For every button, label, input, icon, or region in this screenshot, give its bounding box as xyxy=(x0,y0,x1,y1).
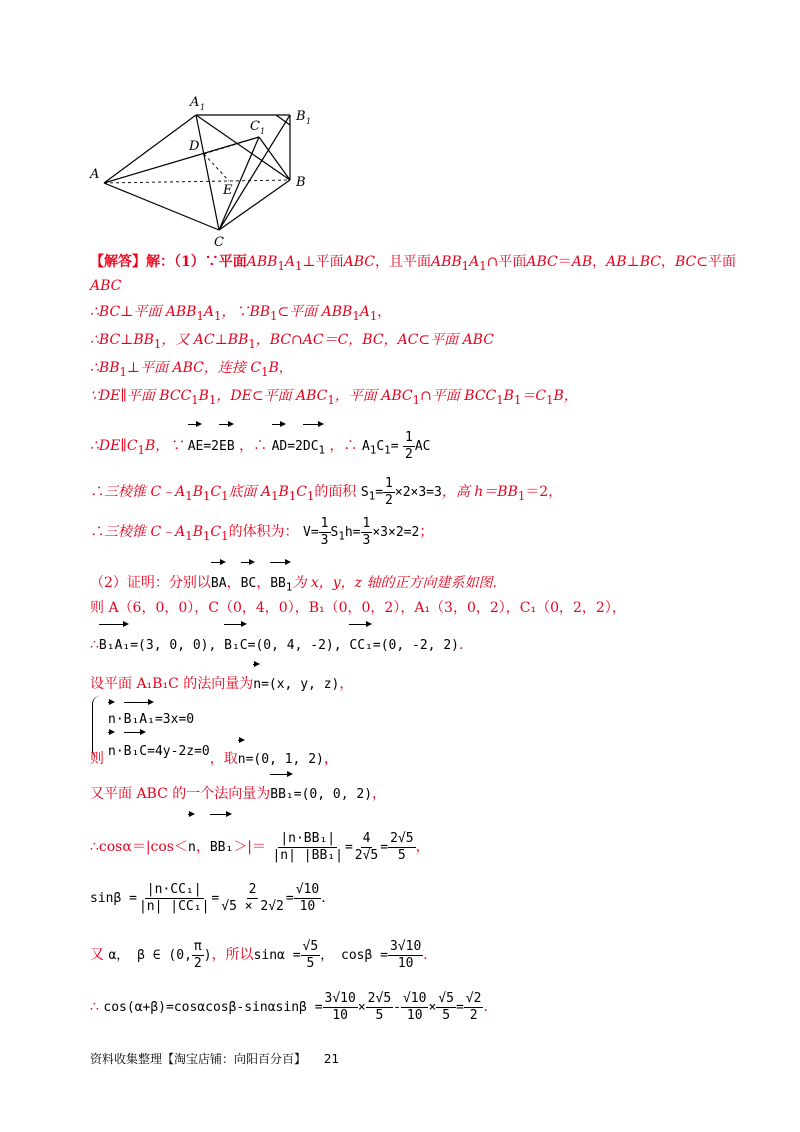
solution-line-9: ∴三棱锥 $C﹣A_1B_1C_1$的体积为： V= $\frac{1}{3}$ $S_1h=$ $\frac{1}{3}$ ×3×2=2； xyxy=(90,515,434,548)
fraction: $\frac{\text{|n·CC₁|}}{\text{|n| |CC₁|}}$ xyxy=(138,881,210,914)
footer-text: 资料收集整理【淘宝店铺：向阳百分百】 xyxy=(90,1052,307,1066)
label-D: D xyxy=(189,139,200,154)
fraction: $\frac{2√5}{5}$ xyxy=(367,990,392,1023)
fraction: $\frac{1}{2}$ xyxy=(404,429,413,462)
solution-line-13: 设平面 A₁B₁C 的法向量为n=(x, y, z)， xyxy=(90,662,353,700)
fraction: $\frac{1}{3}$ xyxy=(320,515,329,548)
label-C1: C xyxy=(250,119,260,134)
prism-figure xyxy=(84,90,324,250)
fraction: $\frac{1}{3}$ xyxy=(362,515,371,548)
system-line-2: 则 n·B₁C=4y-2z=0，取n=(0, 1, 2)， xyxy=(90,730,338,766)
fraction: $\frac{1}{2}$ xyxy=(385,475,393,508)
solution-line-1: 【解答】解：（1）∵平面$ABB_1A_1\perp$平面ABC，且平面$ABB_1A_1\cap$平面ABC＝AB，AB⊥BC，BC⊂平面 xyxy=(90,254,736,273)
fraction: $\frac{3√10}{10}$ xyxy=(389,938,422,971)
fraction: $\frac{2}{√5 \times 2√2}$ xyxy=(221,881,284,914)
solution-line-18: sinβ = $\frac{\text{|n·CC₁|}}{\text{|n| |CC₁|}}$ = $\frac{2}{√5 \times 2√2}$ = $\frac{√10}{10}$ . xyxy=(90,881,326,914)
solution-line-4: $\therefore BC\perp BB_1$，又 $AC\perp BB_1$，BC∩AC＝C，BC，AC⊂平面 ABC xyxy=(90,332,494,351)
label-B1: B xyxy=(296,109,306,124)
fraction: $\frac{√5}{5}$ xyxy=(438,990,454,1023)
fraction: $\frac{√2}{2}$ xyxy=(465,990,482,1023)
solution-line-16: 又平面 ABC 的一个法向量为BB₁=(0, 0, 2)， xyxy=(90,772,386,810)
fraction: $\frac{2√5}{5}$ xyxy=(390,830,414,863)
label-A1: A xyxy=(190,95,200,110)
fraction: $\frac{4}{2√5}$ xyxy=(354,830,379,863)
solution-line-11: 则 A（6，0，0），C（0，4，0），B₁（0，0，2），A₁（3，0，2），C₁（0，2，2）， xyxy=(90,600,626,616)
label-B: B xyxy=(296,175,306,190)
solution-line-8: ∴三棱锥 $C﹣A_1B_1C_1$底面 $A_1B_1C_1$的面积 $S_1=$ $\frac{1}{2}$ ×2×3=3，高 $h=BB_1=2$， xyxy=(90,475,563,508)
fraction: $\frac{√10}{10}$ xyxy=(295,881,320,914)
fraction: $\frac{√10}{10}$ xyxy=(402,990,427,1023)
label-E: E xyxy=(223,183,233,198)
fraction: $\frac{√5}{5}$ xyxy=(302,938,319,971)
solution-line-19: 又 α， β ∈ (0, $\frac{\pi}{2}$ )，所以sinα = $\frac{√5}{5}$ ， cosβ = $\frac{3√10}{10}$ . xyxy=(90,938,428,971)
system-line-1: n·B₁A₁=3x=0 xyxy=(108,700,194,732)
solution-line-12: ∴B₁A₁=(3, 0, 0), B₁C=(0, 4, -2), CC₁=(0, -2, 2). xyxy=(90,622,463,662)
solution-line-2: ABC xyxy=(90,278,122,294)
label-A: A xyxy=(90,167,100,182)
page-footer xyxy=(90,1050,339,1067)
fraction: $\frac{\text{|n·BB₁|}}{\text{|n| |BB₁|}}$ xyxy=(272,830,343,863)
solution-line-17: ∴cosα＝|cos＜n，BB₁＞|＝ $\frac{\text{|n·BB₁|}}{\text{|n| |BB₁|}}$ = $\frac{4}{2√5}$ = $\frac{2√5}{5}$ ， xyxy=(90,812,430,876)
fraction: $\frac{\pi}{2}$ xyxy=(193,938,202,971)
solution-line-6: ∵DE∥平面 $BCC_1B_1$，DE⊂平面 $ABC_1$，平面 $ABC_1\cap$平面 $BCC_1B_1=C_1B$， xyxy=(90,388,578,407)
fraction: $\frac{3√10}{10}$ xyxy=(324,990,356,1023)
page-number: 21 xyxy=(323,1052,340,1066)
solution-line-7: $\therefore DE\parallel C_1B$，∵ AE=2EB ，∴ $AD=2DC_1$ ，∴ $A_1C_1=$ $\frac{1}{2}$ AC xyxy=(90,422,430,468)
solution-line-5: $\therefore BB_1\perp$平面 ABC，连接 $C_1B$， xyxy=(90,360,293,379)
label-B1-sub: 1 xyxy=(306,117,312,126)
solution-line-20: ∴ cos(α+β)=cosαcosβ-sinαsinβ = $\frac{3√10}{10}$ × $\frac{2√5}{5}$ - $\frac{√10}{10}$ × $\frac{√5}{5}$ = $\frac{√2}{2}$ . xyxy=(90,990,488,1023)
solution-line-3: ∴BC⊥平面 $ABB_1A_1$，$\because BB_1\subset$平面 $ABB_1A_1$， xyxy=(90,304,392,323)
label-C: C xyxy=(214,235,224,250)
solution-line-10: （2）证明：分别以BA，BC，$BB_1$为 x，y，z 轴的正方向建系如图. xyxy=(90,560,497,604)
label-C1-sub: 1 xyxy=(260,127,266,136)
label-A1-sub: 1 xyxy=(200,103,206,112)
